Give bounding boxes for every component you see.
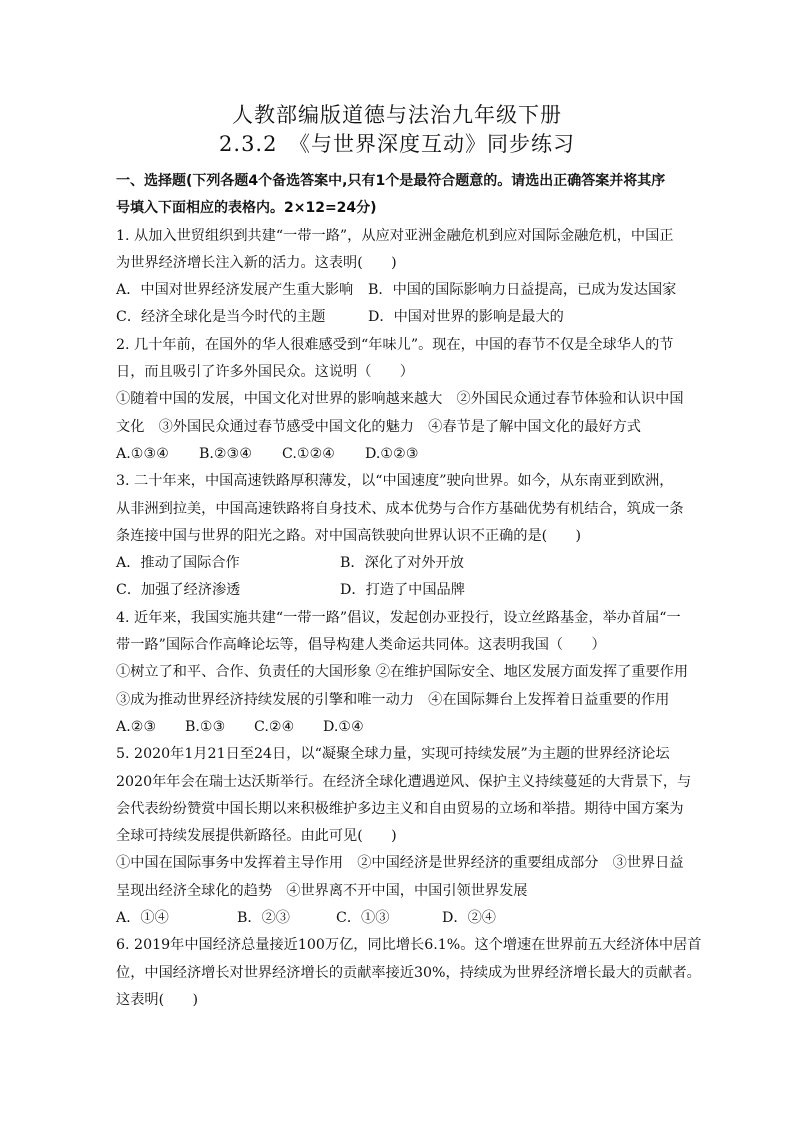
option-c: C．加强了经济渗透 <box>116 582 241 599</box>
question-3-stem-line-1: 3. 二十年来，中国高速铁路厚积薄发，以“中国速度”驶向世界。如今，从东南亚到欧洲， <box>116 473 674 490</box>
question-5-stem-line-3: 会代表纷纷赞赏中国长期以来积极维护多边主义和自由贸易的立场和举措。期待中国方案为 <box>116 800 684 817</box>
question-2-options-row <box>116 441 686 468</box>
question-5-stem-line-2: 2020年年会在瑞士达沃斯举行。在经济全球化遭遇逆风、保护主义持续蔓延的大背景下，与 <box>116 773 692 790</box>
option-d: D.①④ <box>323 718 364 735</box>
question-1-options-row-1 <box>116 277 686 304</box>
question-5-stem-line-1: 5. 2020年1月21日至24日，以“凝聚全球力量，实现可持续发展”为主题的世界经济论坛 <box>116 746 670 763</box>
question-1-stem-line-2: 为世界经济增长注入新的活力。这表明( ) <box>116 254 397 271</box>
question-2-statements-line-1: ①随着中国的发展，中国文化对世界的影响越来越大 ②外国民众通过春节体验和认识中国 <box>116 391 684 408</box>
question-1-stem-line-1: 1. 从加入世贸组织到共建“一带一路”，从应对亚洲金融危机到应对国际金融危机，中国正 <box>116 227 674 244</box>
question-3-stem-line-2: 从非洲到拉美，中国高速铁路将自身技术、成本优势与合作方基础优势有机结合，筑成一条 <box>116 500 684 517</box>
question-4-stem-line-2: 带一路”国际合作高峰论坛等，倡导构建人类命运共同体。这表明我国（ ） <box>116 637 606 654</box>
option-d: D．中国对世界的影响是最大的 <box>368 309 564 326</box>
option-a: A.②③ <box>116 718 157 735</box>
option-a: A．①④ <box>116 910 169 927</box>
question-2-stem-line-1: 2. 几十年前，在国外的华人很难感受到“年味儿”。现在，中国的春节不仅是全球华人的节 <box>116 336 674 353</box>
question-3-options-row-1 <box>116 550 686 577</box>
question-4-statements-line-2: ③成为推动世界经济持续发展的引擎和唯一动力 ④在国际舞台上发挥着日益重要的作用 <box>116 691 670 708</box>
question-4-options-row <box>116 714 686 741</box>
question-5-statements-line-1: ①中国在国际事务中发挥着主导作用 ②中国经济是世界经济的重要组成部分 ③世界日益 <box>116 855 684 872</box>
question-3-options-row-2 <box>116 577 686 604</box>
question-6-stem-line-1: 6. 2019年中国经济总量接近100万亿，同比增长6.1%。这个增速在世界前五大经济体中居首 <box>116 937 702 954</box>
section-heading-line-2: 号填入下面相应的表格内。2×12=24分) <box>116 200 377 217</box>
option-c: C.②④ <box>254 718 295 735</box>
question-5-statements-line-2: 呈现出经济全球化的趋势 ④世界离不开中国，中国引领世界发展 <box>116 882 528 899</box>
question-content <box>116 168 702 1014</box>
option-d: D．打造了中国品牌 <box>340 582 465 599</box>
option-a: A．中国对世界经济发展产生重大影响 <box>116 282 354 299</box>
question-2-stem-line-2: 日，而且吸引了许多外国民众。这说明（ ） <box>116 364 414 381</box>
question-5-stem-line-4: 全球可持续发展提供新路径。由此可见( ) <box>116 828 397 845</box>
question-3-stem-line-3: 条连接中国与世界的阳光之路。对中国高铁驶向世界认识不正确的是( ) <box>116 527 582 544</box>
page-subtitle: 2.3.2 《与世界深度互动》同步练习 <box>219 132 575 156</box>
question-4-statements-line-1: ①树立了和平、合作、负责任的大国形象 ②在维护国际安全、地区发展方面发挥了重要作用 <box>116 664 689 681</box>
question-4-stem-line-1: 4. 近年来，我国实施共建“一带一路”倡议，发起创办亚投行，设立丝路基金，举办首届“一 <box>116 609 681 626</box>
option-d: D.①②③ <box>365 445 419 462</box>
option-b: B．深化了对外开放 <box>340 555 464 572</box>
section-heading-line-1: 一、选择题(下列各题4个备选答案中,只有1个是最符合题意的。请选出正确答案并将其序 <box>116 173 666 189</box>
question-6-stem-line-2: 位，中国经济增长对世界经济增长的贡献率接近30%，持续成为世界经济增长最大的贡献者。 <box>116 964 701 981</box>
option-c: C．经济全球化是当今时代的主题 <box>116 309 326 326</box>
option-b: B．②③ <box>237 910 290 927</box>
option-b: B.①③ <box>185 718 226 735</box>
option-c: C．①③ <box>336 910 390 927</box>
option-b: B.②③④ <box>199 445 253 462</box>
question-6-stem-line-3: 这表明( ) <box>116 991 199 1008</box>
question-2-statements-line-2: 文化 ③外国民众通过春节感受中国文化的魅力 ④春节是了解中国文化的最好方式 <box>116 418 641 435</box>
option-c: C.①②④ <box>282 445 336 462</box>
option-a: A．推动了国际合作 <box>116 555 240 572</box>
option-d: D．②④ <box>442 910 496 927</box>
option-a: A.①③④ <box>116 445 169 462</box>
page-title: 人教部编版道德与法治九年级下册 <box>232 103 562 127</box>
option-b: B．中国的国际影响力日益提高，已成为发达国家 <box>368 282 677 299</box>
question-5-options-row <box>116 905 686 932</box>
question-1-options-row-2 <box>116 304 686 331</box>
